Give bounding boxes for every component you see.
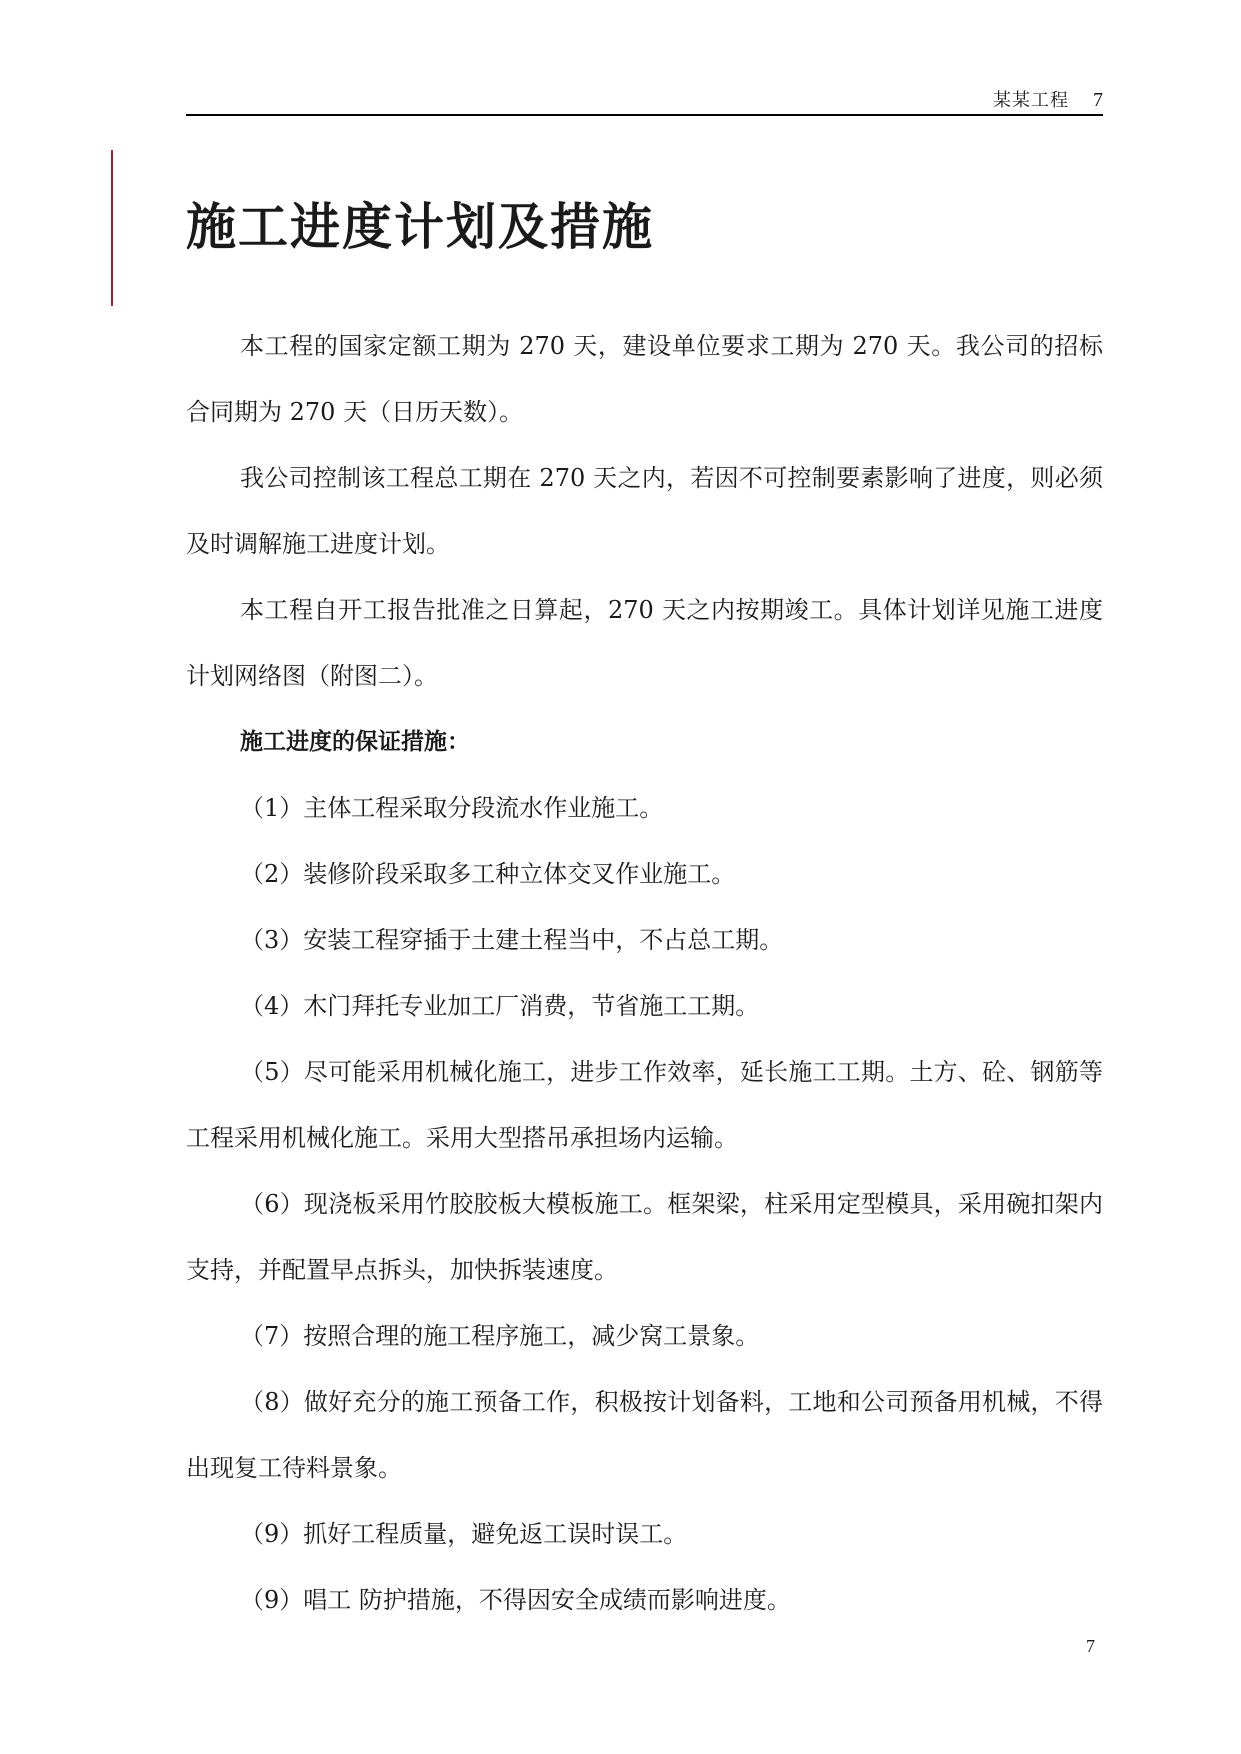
paragraph: 本工程的国家定额工期为 270 天，建设单位要求工期为 270 天。我公司的招标合同期为 270 天（日历天数）。 — [186, 332, 1103, 426]
measure-item: （9）唱工 防护措施，不得因安全成绩而影响进度。 — [240, 1586, 791, 1614]
measure-item: （5）尽可能采用机械化施工，进步工作效率，延长施工工期。土方、砼、钢筋等工程采用机械化施工。采用大型搭吊承担场内运输。 — [186, 1058, 1103, 1152]
measure-item: （1）主体工程采取分段流水作业施工。 — [240, 794, 664, 822]
measure-item: （4）木门拜托专业加工厂消费，节省施工工期。 — [240, 992, 760, 1020]
measure-item: （7）按照合理的施工程序施工，减少窝工景象。 — [240, 1322, 760, 1350]
footer-page-number: 7 — [1086, 1636, 1095, 1656]
paragraph: 我公司控制该工程总工期在 270 天之内，若因不可控制要素影响了进度，则必须及时调解施工进度计划。 — [186, 464, 1103, 558]
measure-item: （8）做好充分的施工预备工作，积极按计划备料，工地和公司预备用机械，不得出现复工待料景象。 — [186, 1388, 1103, 1482]
page-title: 施工进度计划及措施 — [186, 198, 654, 256]
document-body — [186, 313, 1103, 1633]
header-title: 某某工程 — [993, 90, 1069, 111]
measure-item: （9）抓好工程质量，避免返工误时误工。 — [240, 1520, 688, 1548]
paragraph: 本工程自开工报告批准之日算起，270 天之内按期竣工。具体计划详见施工进度计划网络图（附图二）。 — [186, 596, 1103, 690]
header-page-number: 7 — [1093, 89, 1103, 111]
title-accent-bar — [111, 150, 113, 306]
measure-item: （6）现浇板采用竹胶胶板大模板施工。框架梁，柱采用定型模具，采用碗扣架内支持，并配置早点拆头，加快拆装速度。 — [186, 1190, 1103, 1284]
measure-item: （2）装修阶段采取多工种立体交叉作业施工。 — [240, 860, 736, 888]
section-subheading: 施工进度的保证措施： — [240, 729, 470, 755]
page-header — [186, 84, 1103, 116]
measure-item: （3）安装工程穿插于土建土程当中，不占总工期。 — [240, 926, 784, 954]
